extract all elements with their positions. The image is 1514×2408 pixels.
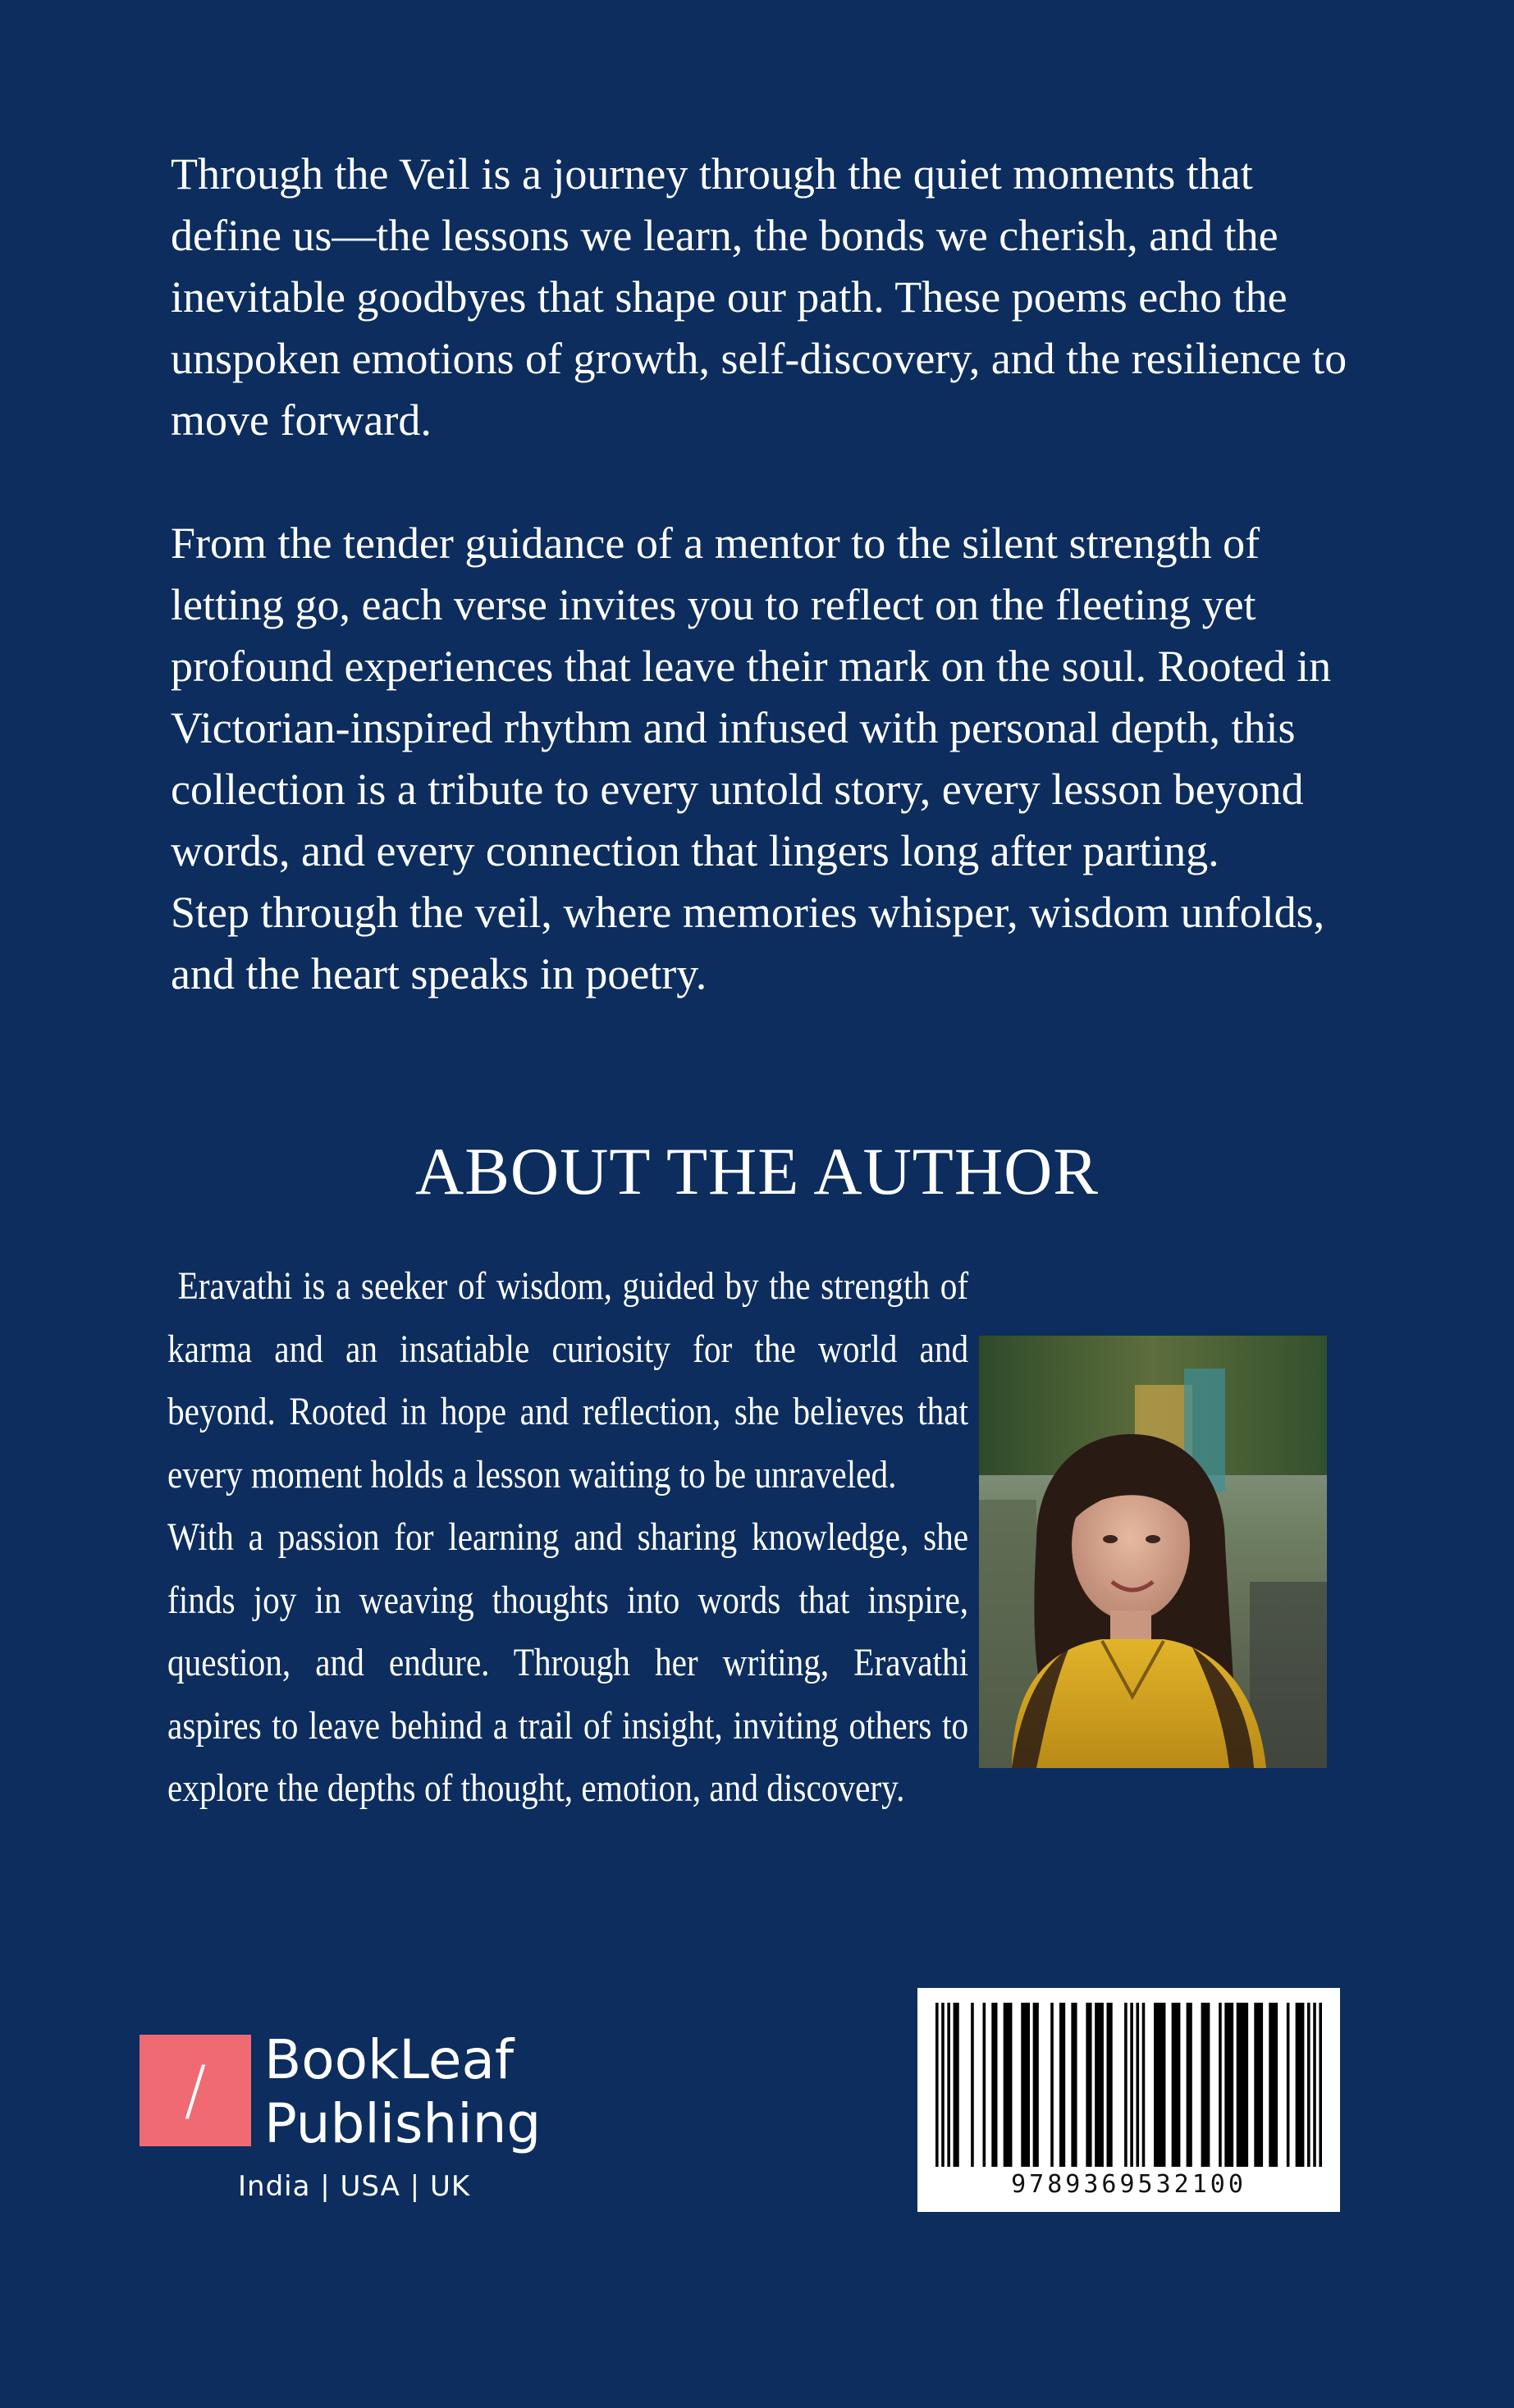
barcode-bar <box>1071 2003 1077 2167</box>
publisher-name-line-2: Publishing <box>264 2092 542 2155</box>
barcode-bar <box>1237 2003 1248 2167</box>
barcode-bar <box>983 2003 986 2167</box>
barcode-bar <box>1086 2003 1091 2167</box>
barcode-bar <box>941 2003 945 2167</box>
blurb-paragraph-2: From the tender guidance of a mentor to the silent strength of letting go, each verse invites you to reflect on the fleeting yet profound experiences that leave their mark on the soul. Rooted in Victorian-inspired rhythm and infused with personal depth, this collection is a tribute to every untold story, every lesson beyond words, and every connection that lingers long after parting. <box>171 519 1332 875</box>
blurb-paragraph-1: Through the Veil is a journey through the quiet moments that define us—the lessons we learn, the bonds we cherish, and the inevitable goodbyes that shape our path. These poems echo the unspoken emotions of growth, self-discovery, and the resilience to move forward. <box>171 149 1347 445</box>
author-bio-paragraph-2: With a passion for learning and sharing knowledge, she finds joy in weaving thoughts into words that inspire, question, and endure. Through her writing, Eravathi aspires to leave behind a trail of insight, inviting others to explore the depths of thought, emotion, and discovery. <box>167 1515 969 1810</box>
barcode-bar <box>1172 2003 1181 2167</box>
isbn-number: 9789369532100 <box>1011 2170 1246 2199</box>
about-author-heading: ABOUT THE AUTHOR <box>415 1134 1099 1209</box>
author-bio <box>167 1255 977 1821</box>
barcode-bar <box>947 2003 950 2167</box>
barcode-bar <box>1287 2003 1290 2167</box>
barcode-bar <box>1154 2003 1165 2167</box>
barcode-bar <box>1004 2003 1013 2167</box>
barcode-bar <box>971 2003 974 2167</box>
barcode-bar <box>1050 2003 1054 2167</box>
barcode-bar <box>1107 2003 1113 2167</box>
barcode-bar <box>1021 2003 1030 2167</box>
publisher-name <box>264 2028 541 2156</box>
publisher-name-line-1: BookLeaf <box>264 2028 515 2091</box>
barcode-bar <box>1269 2003 1278 2167</box>
barcode-bar <box>1136 2003 1139 2167</box>
publisher-regions: India | USA | UK <box>238 2170 471 2203</box>
barcode-bar <box>991 2003 997 2167</box>
barcode-bar <box>1142 2003 1146 2167</box>
barcode-bar <box>1307 2003 1310 2167</box>
barcode-bar <box>1033 2003 1039 2167</box>
isbn-barcode <box>917 1988 1340 2212</box>
barcode-bar <box>1254 2003 1263 2167</box>
barcode-bar <box>1296 2003 1305 2167</box>
back-cover-blurb <box>171 144 1369 1005</box>
barcode-bar <box>1201 2003 1210 2167</box>
blurb-paragraph-3: Step through the veil, where memories whisper, wisdom unfolds, and the heart speaks in poetry. <box>171 888 1325 998</box>
barcode-bar <box>1313 2003 1316 2167</box>
barcode-bar <box>1319 2003 1322 2167</box>
barcode-bar <box>1124 2003 1127 2167</box>
logo-slash-mark: / <box>184 2052 207 2128</box>
barcode-bar <box>1219 2003 1222 2167</box>
barcode-bar <box>1095 2003 1104 2167</box>
barcode-bars <box>935 2003 1322 2167</box>
author-photo <box>979 1336 1327 1768</box>
barcode-bar <box>954 2003 959 2167</box>
barcode-bar <box>1187 2003 1192 2167</box>
author-bio-paragraph-1: Eravathi is a seeker of wisdom, guided by the strength of karma and an insatiable curiosity for the world and beyond. Rooted in hope and reflection, she believes that every moment holds a lesson waiting to be unraveled. <box>167 1264 977 1496</box>
barcode-bar <box>1130 2003 1133 2167</box>
barcode-bar <box>935 2003 939 2167</box>
barcode-bar <box>1059 2003 1065 2167</box>
barcode-bar <box>1224 2003 1233 2167</box>
